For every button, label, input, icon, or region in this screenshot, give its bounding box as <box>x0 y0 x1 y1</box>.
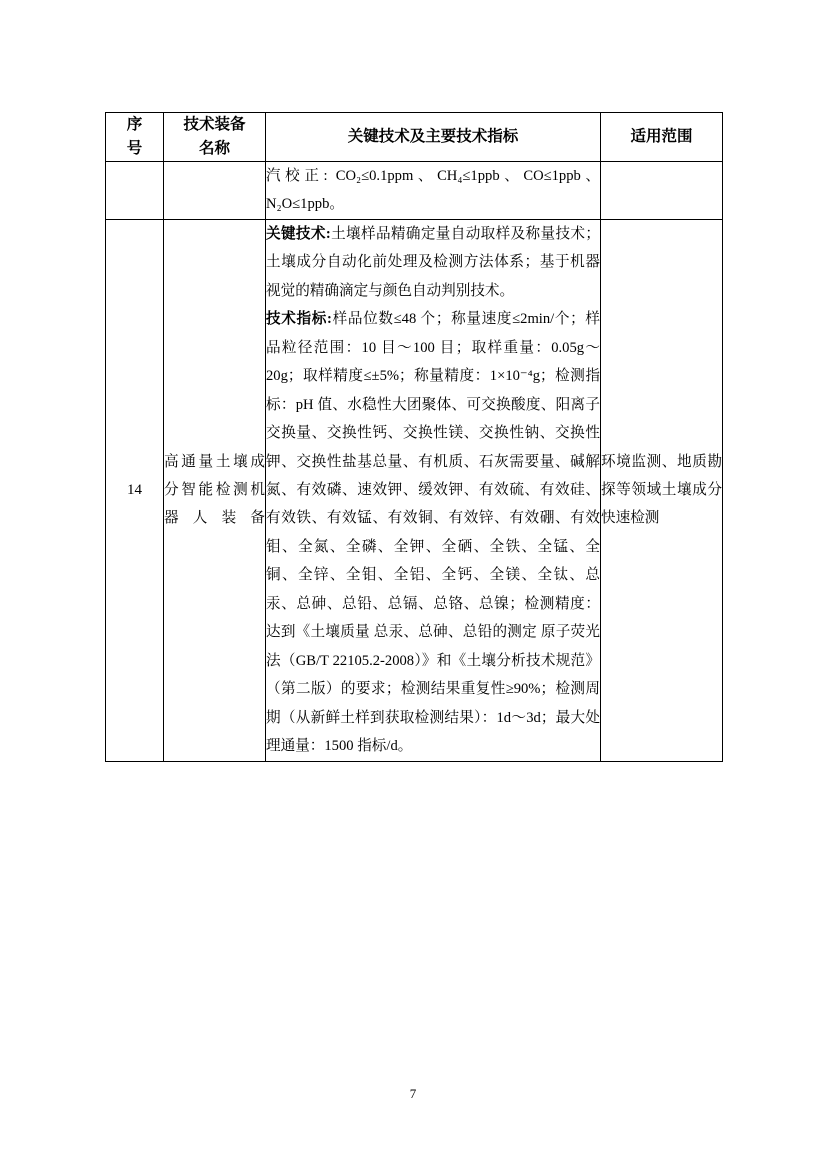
column-header-sequence <box>106 113 164 162</box>
cell-equipment-name <box>164 162 266 220</box>
cell-scope: 环境监测、地质勘探等领域土壤成分快速检测 <box>601 219 723 761</box>
column-header-equipment-name-line1: 技术装备 <box>183 116 246 133</box>
cell-equipment-name: 高通量土壤成分智能检测机器人装备 <box>164 219 266 761</box>
cell-sequence <box>106 162 164 220</box>
cell-key-technology <box>266 162 601 220</box>
paragraph-continued-text: 汽校正: CO₂≤0.1ppm、CH₄≤1ppb、CO≤1ppb、N₂O≤1ppb。 <box>266 168 600 213</box>
paragraph-key-technology <box>266 220 600 305</box>
column-header-sequence-line2: 号 <box>126 140 143 158</box>
table-header-row <box>106 113 723 162</box>
text-technical-index: 样品位数≤48 个；称量速度≤2min/个；样品粒径范围：10 目～100 目；取样重量：0.05g～20g；取样精度≤±5%；称量精度：1×10⁻⁴g；检测指标：pH 值、水稳性大团聚体、可交换酸度、阳离子交换量、交换性钙、交换性镁、交换性钠、交换性钾、交换性盐基总量、有机质、石灰需要量、碱解氮、有效磷、速效钾、缓效钾、有效硫、有效硅、有效铁、有效锰、有效铜、有效锌、有效硼、有效钼、全氮、全磷、全钾、全硒、全铁、全锰、全铜、全锌、全钼、全铝、全钙、全镁、全钛、总汞、总砷、总铅、总镉、总铬、总镍；检测精度：达到《土壤质量 总汞、总砷、总铅的测定 原子荧光法（GB/T 22105.2-2008）》和《土壤分析技术规范》（第二版）的要求；检测结果重复性≥90%；检测周期（从新鲜土样到获取检测结果）：1d～3d；最大处理通量：1500 指标/d。 <box>266 311 600 755</box>
table-header <box>106 113 723 162</box>
label-technical-index: 技术指标: <box>266 311 332 328</box>
paragraph-technical-index <box>266 305 600 760</box>
cell-scope <box>601 162 723 220</box>
text-key-technology: 土壤样品精确定量自动取样及称量技术；土壤成分自动化前处理及检测方法体系；基于机器视觉的精确滴定与颜色自动判别技术。 <box>266 225 600 299</box>
column-header-equipment-name <box>164 113 266 162</box>
page-number: 7 <box>409 1086 417 1101</box>
specification-table <box>105 112 723 762</box>
column-header-sequence-line1: 序 <box>126 116 143 133</box>
cell-key-technology <box>266 219 601 761</box>
column-header-key-technology <box>266 113 601 162</box>
column-header-scope-line1: 适用范围 <box>630 128 693 145</box>
column-header-key-technology-line1: 关键技术及主要技术指标 <box>347 128 519 145</box>
spec-table-container <box>105 112 722 762</box>
label-key-technology: 关键技术: <box>266 225 331 242</box>
table-body <box>106 162 723 762</box>
table-row <box>106 219 723 761</box>
column-header-scope <box>601 113 723 162</box>
table-row <box>106 162 723 220</box>
column-header-equipment-name-line2: 名称 <box>198 140 230 158</box>
cell-sequence: 14 <box>106 219 164 761</box>
